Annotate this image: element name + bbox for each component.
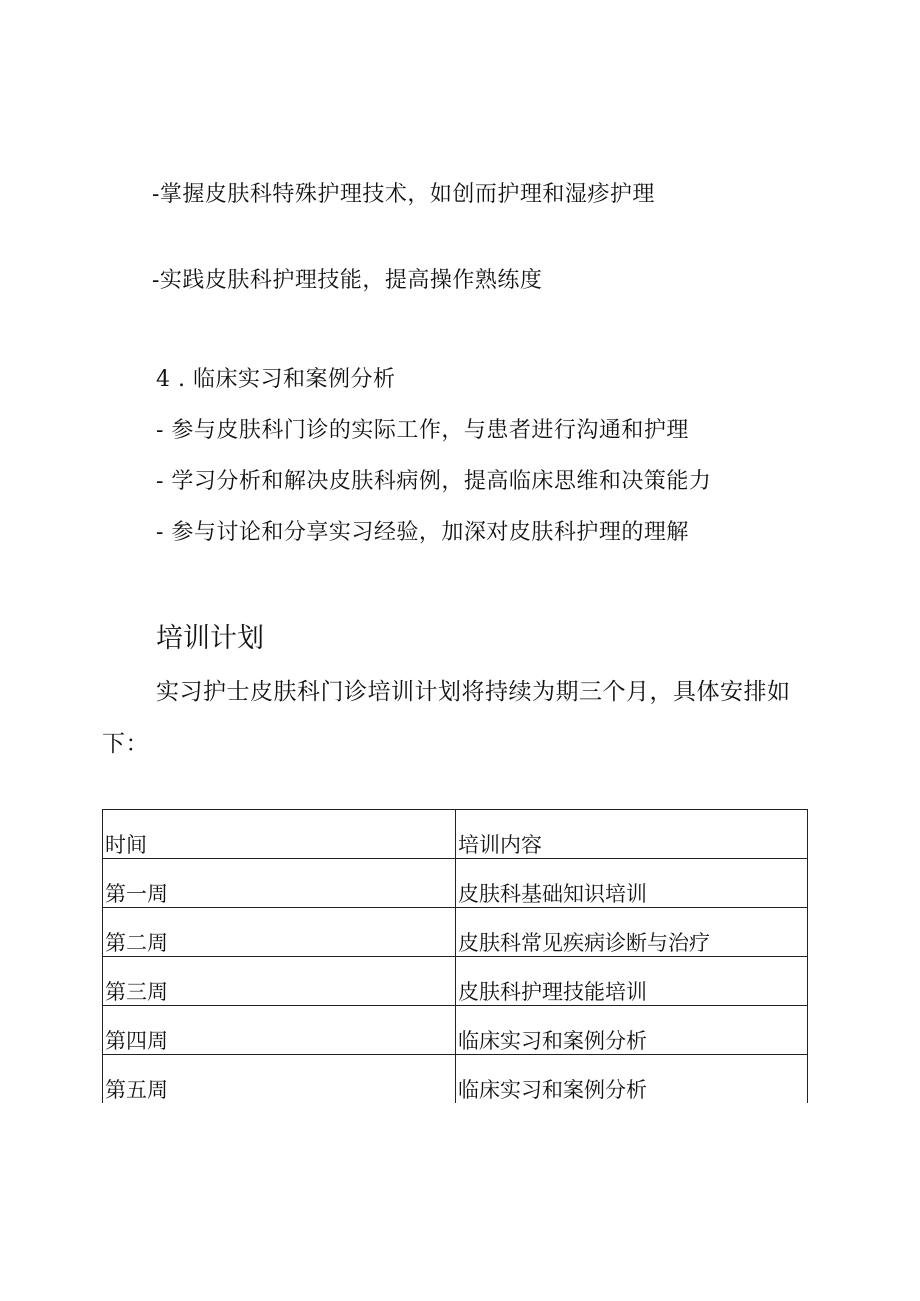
table-header-row [103, 810, 808, 859]
cell-week: 第一周 [103, 859, 456, 908]
skills-bullet-2: -实践皮肤科护理技能，提高操作熟练度 [152, 268, 543, 293]
cell-content: 皮肤科护理技能培训 [456, 957, 808, 1006]
cell-week: 第五周 [103, 1055, 456, 1104]
section-4-title: 4 . 临床实习和案例分析 [156, 367, 396, 392]
training-plan-intro-line-2: 下： [102, 731, 149, 757]
header-training-content: 培训内容 [456, 810, 808, 859]
section-4-bullet-3: - 参与讨论和分享实习经验，加深对皮肤科护理的理解 [156, 520, 689, 545]
cell-week: 第二周 [103, 908, 456, 957]
table-row [103, 859, 808, 908]
table-row [103, 908, 808, 957]
training-plan-heading: 培训计划 [156, 623, 264, 654]
cell-content: 临床实习和案例分析 [456, 1006, 808, 1055]
cell-content: 皮肤科常见疾病诊断与治疗 [456, 908, 808, 957]
training-schedule-table [102, 809, 808, 1103]
skills-bullet-1: -掌握皮肤科特殊护理技术，如创而护理和湿疹护理 [152, 182, 655, 207]
header-time: 时间 [103, 810, 456, 859]
section-4-bullet-1: - 参与皮肤科门诊的实际工作，与患者进行沟通和护理 [156, 418, 689, 443]
training-plan-intro-line-1: 实习护士皮肤科门诊培训计划将持续为期三个月，具体安排如 [156, 679, 791, 705]
table-row [103, 1055, 808, 1104]
cell-content: 临床实习和案例分析 [456, 1055, 808, 1104]
section-4-bullet-2: - 学习分析和解决皮肤科病例，提高临床思维和决策能力 [156, 469, 712, 494]
cell-week: 第三周 [103, 957, 456, 1006]
table-row [103, 1006, 808, 1055]
table-row [103, 957, 808, 1006]
cell-content: 皮肤科基础知识培训 [456, 859, 808, 908]
cell-week: 第四周 [103, 1006, 456, 1055]
